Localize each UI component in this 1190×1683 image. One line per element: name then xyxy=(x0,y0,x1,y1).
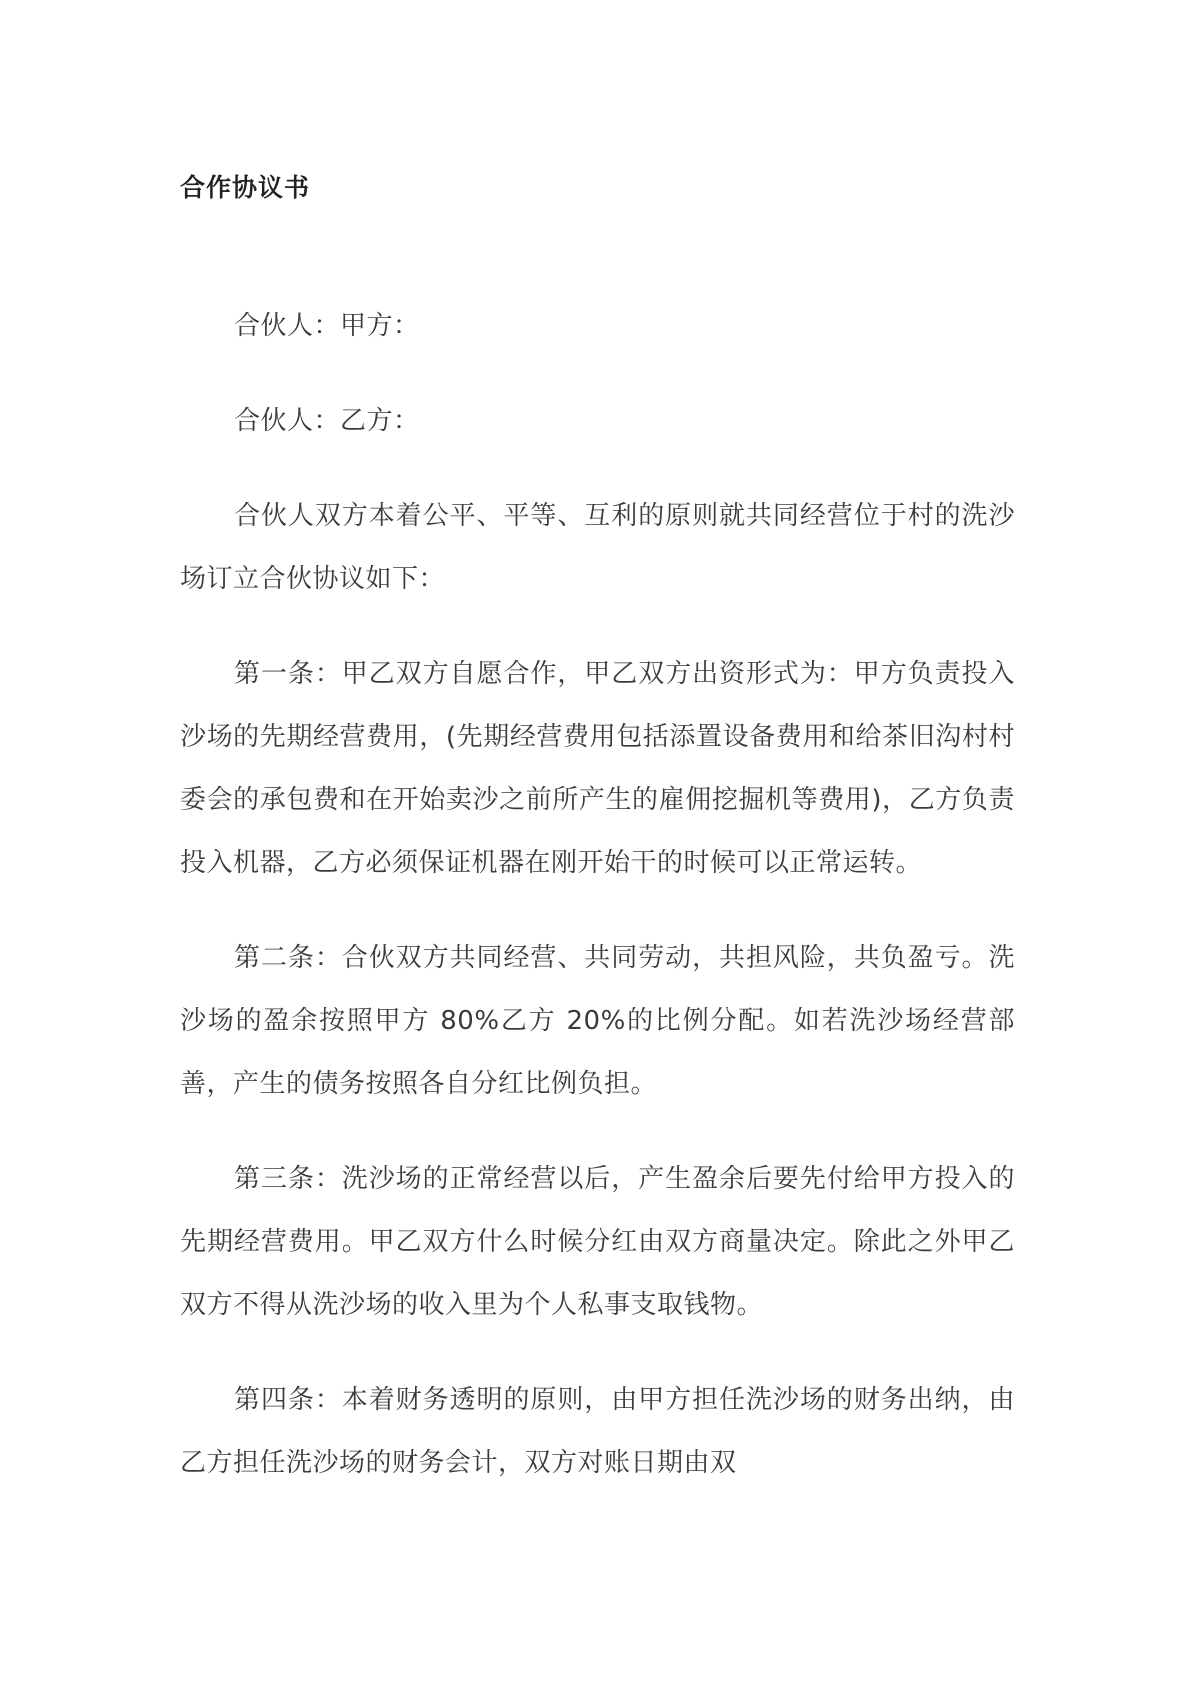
paragraph-article-1: 第一条：甲乙双方自愿合作，甲乙双方出资形式为：甲方负责投入沙场的先期经营费用，(先期经营费用包括添置设备费用和给茶旧沟村村委会的承包费和在开始卖沙之前所产生的雇佣挖掘机等费用)，乙方负责投入机器，乙方必须保证机器在刚开始干的时候可以正常运转。 xyxy=(180,659,1015,878)
paragraph-article-2: 第二条：合伙双方共同经营、共同劳动，共担风险，共负盈亏。洗沙场的盈余按照甲方 80%乙方 20%的比例分配。如若洗沙场经营部善，产生的债务按照各自分红比例负担。 xyxy=(180,943,1015,1099)
paragraph-article-3: 第三条：洗沙场的正常经营以后，产生盈余后要先付给甲方投入的先期经营费用。甲乙双方什么时候分红由双方商量决定。除此之外甲乙双方不得从洗沙场的收入里为个人私事支取钱物。 xyxy=(180,1164,1015,1320)
paragraph-preamble: 合伙人双方本着公平、平等、互利的原则就共同经营位于村的洗沙场订立合伙协议如下： xyxy=(180,501,1015,594)
document-body xyxy=(180,295,1015,1527)
paragraph-party-b: 合伙人：乙方： xyxy=(234,406,420,436)
document-title: 合作协议书 xyxy=(180,173,311,202)
paragraph-party-a: 合伙人：甲方： xyxy=(234,311,420,341)
paragraph-article-4: 第四条：本着财务透明的原则，由甲方担任洗沙场的财务出纳，由乙方担任洗沙场的财务会计，双方对账日期由双 xyxy=(180,1385,1015,1478)
